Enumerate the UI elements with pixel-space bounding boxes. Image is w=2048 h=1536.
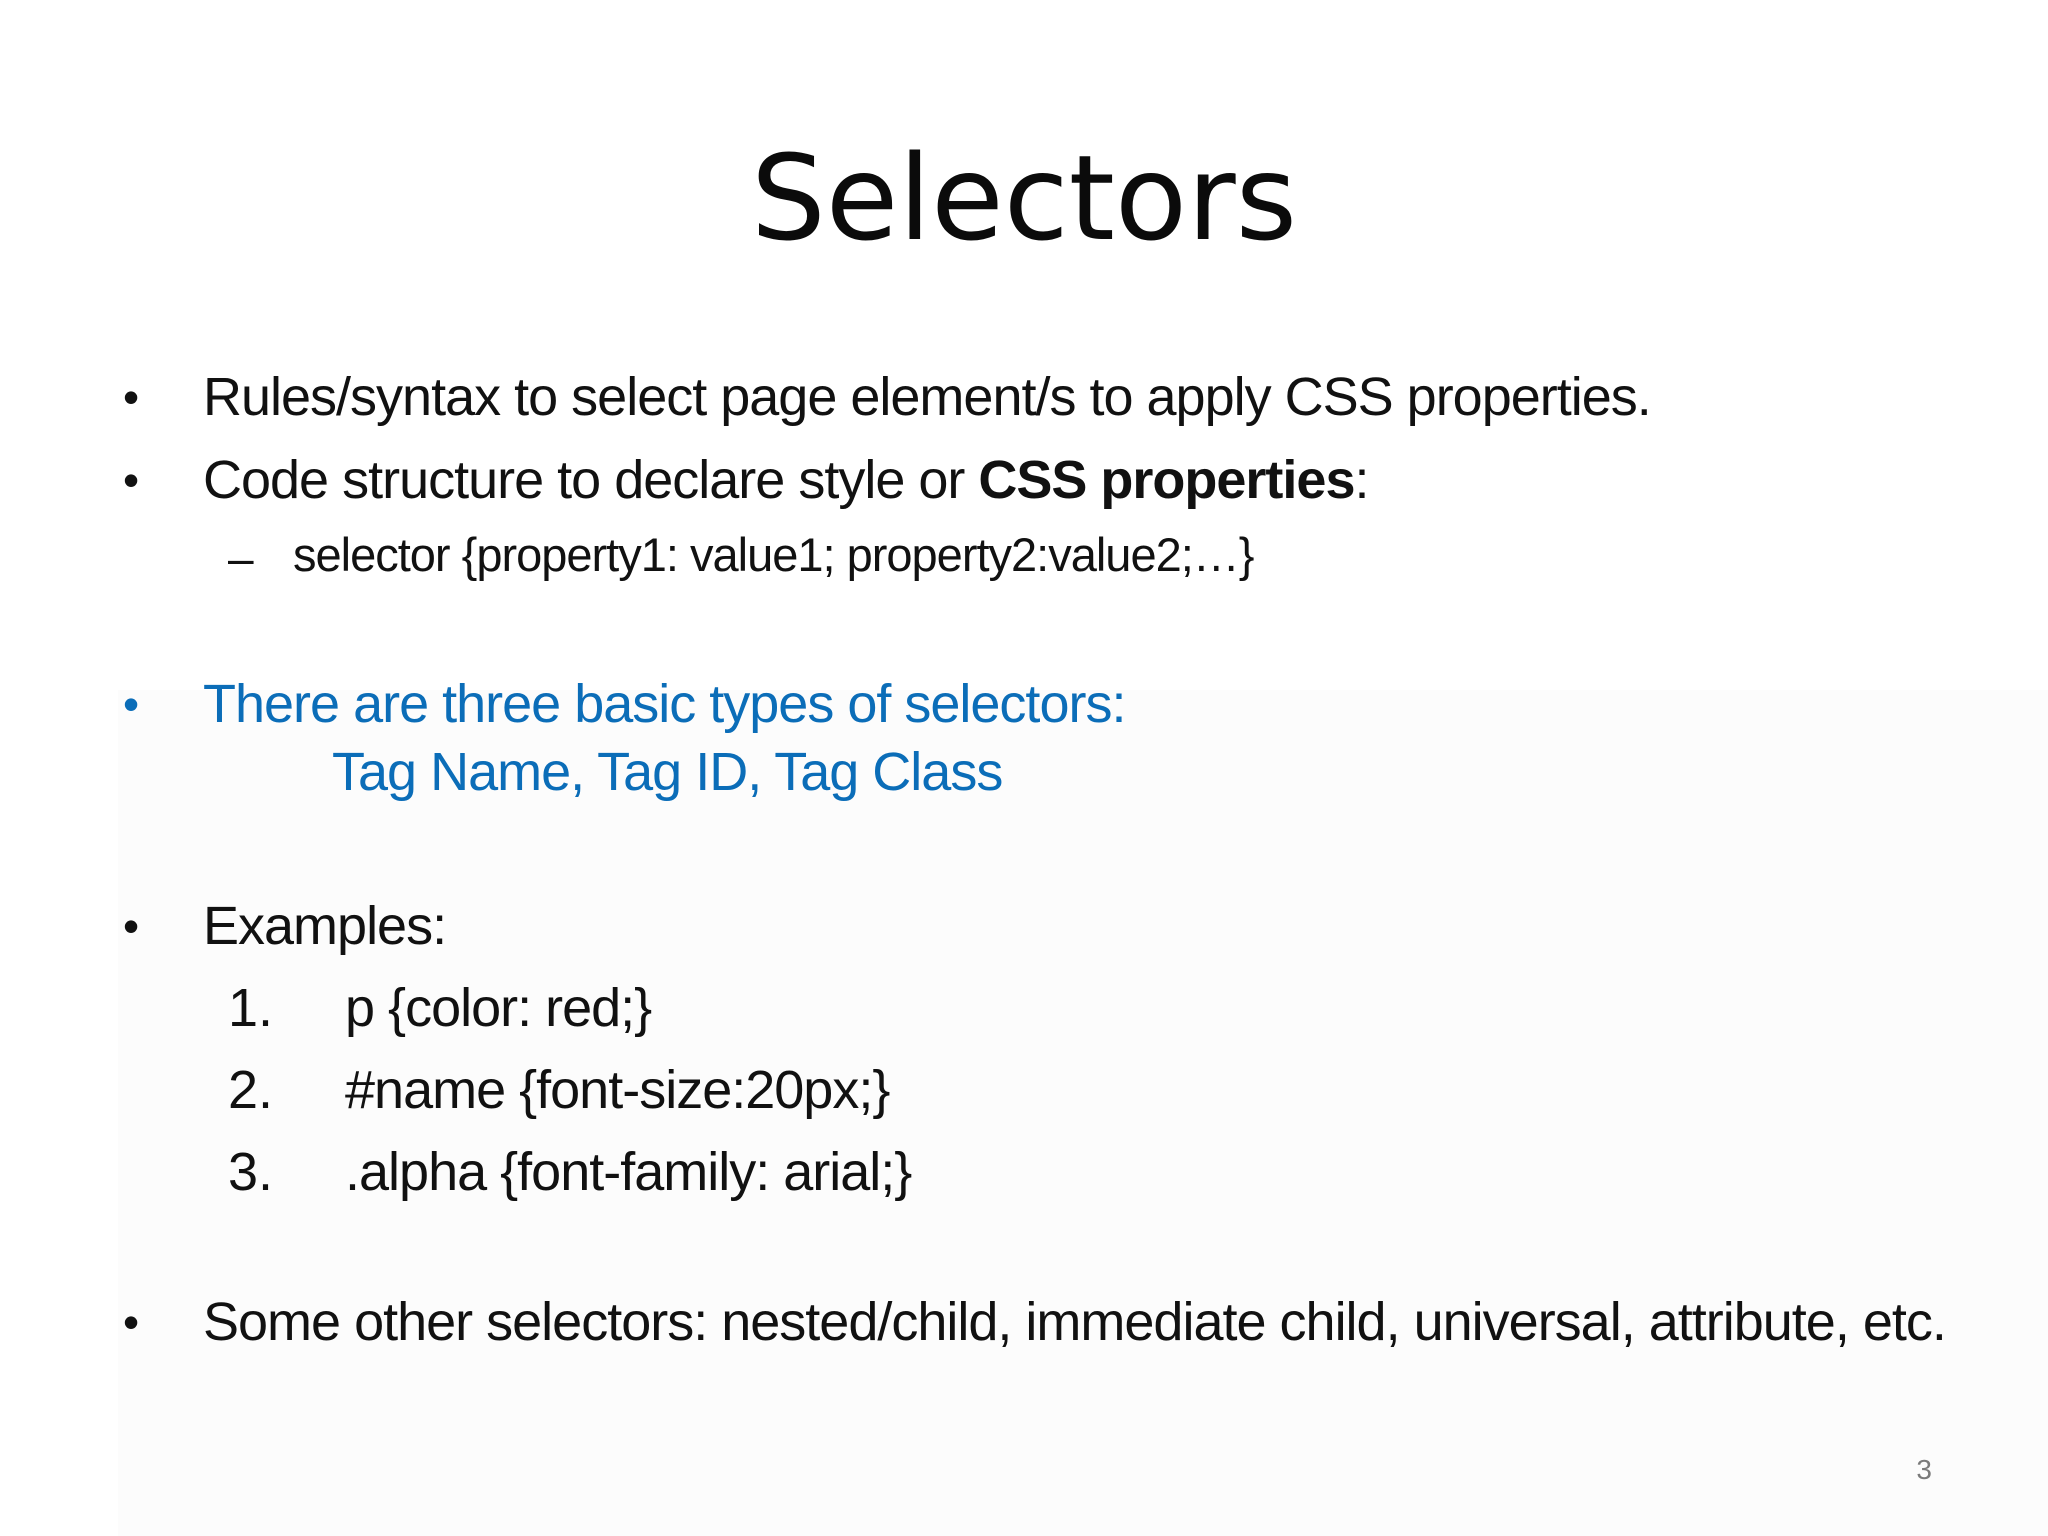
example-code: #name {font-size:20px;}	[345, 1060, 890, 1120]
bullet-marker: •	[123, 1296, 140, 1348]
example-code: .alpha {font-family: arial;}	[345, 1142, 912, 1202]
slide-title: Selectors	[750, 129, 1298, 267]
bullet-marker: •	[123, 678, 140, 730]
example-code: p {color: red;}	[345, 978, 652, 1038]
bullet-code-structure-colon: :	[1354, 450, 1369, 510]
page-number: 3	[1916, 1454, 1932, 1485]
example-number: 3.	[228, 1142, 274, 1202]
bullet-rules-syntax: Rules/syntax to select page element/s to apply CSS properties.	[203, 367, 1651, 427]
bold-css-properties: CSS properties	[978, 450, 1355, 510]
bullet-code-structure	[203, 448, 1369, 512]
selector-types-list: Tag Name, Tag ID, Tag Class	[332, 742, 1003, 802]
example-number: 1.	[228, 978, 274, 1038]
bullet-marker: •	[123, 371, 140, 423]
sub-bullet-marker: –	[228, 532, 254, 584]
example-number: 2.	[228, 1060, 274, 1120]
three-selector-types: There are three basic types of selectors:	[203, 674, 1126, 734]
bullet-code-structure-text: Code structure to declare style or	[203, 450, 979, 510]
selector-syntax-example: selector {property1: value1; property2:value2;…}	[293, 528, 1254, 581]
bullet-marker: •	[123, 454, 140, 506]
other-selectors: Some other selectors: nested/child, immediate child, universal, attribute, etc.	[203, 1292, 1946, 1352]
examples-heading: Examples:	[203, 896, 447, 956]
bullet-marker: •	[123, 900, 140, 952]
